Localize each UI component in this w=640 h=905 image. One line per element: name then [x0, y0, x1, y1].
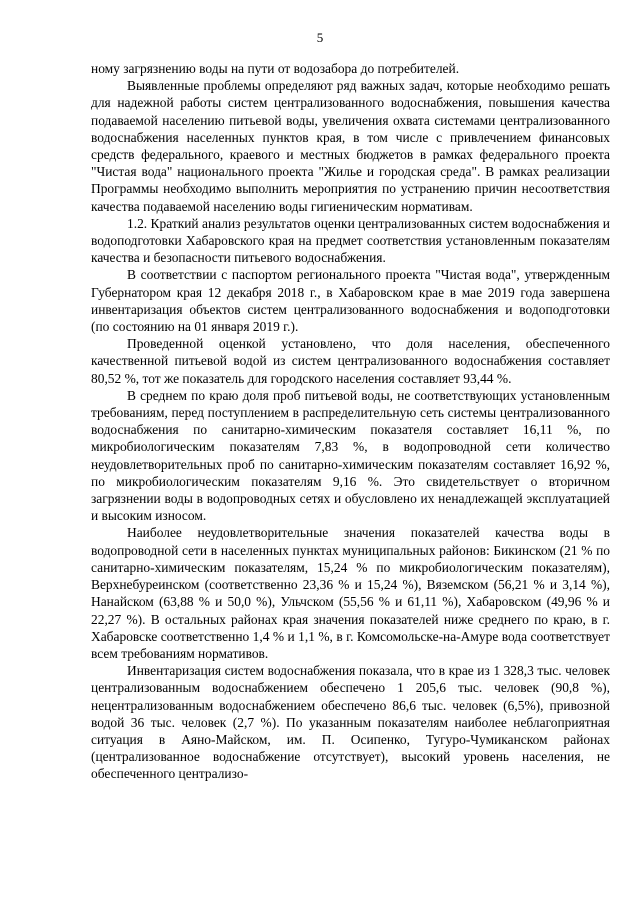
- paragraph-tasks: Выявленные проблемы определяют ряд важных задач, которые необходимо решать для надежной работы систем централизованного водоснабжения, повышения качества подаваемой населению питьевой воды, увеличения охвата системами централизованного водоснабжения населенных пунктов края, в том числе с привлечением финансовых средств федерального, краевого и местных бюджетов в рамках федерального проекта "Чистая вода" национального проекта "Жилье и городская среда". В рамках реализации Программы необходимо выполнить мероприятия по устранению причин несоответствия качества подаваемой населению воды гигиеническим нормативам.: [91, 78, 610, 214]
- paragraph-section-1-2-heading: 1.2. Краткий анализ результатов оценки централизованных систем водоснабжения и водоподготовки Хабаровского края на предмет соответствия установленным показателям качества и безопасности питьевого водоснабжения.: [91, 215, 610, 266]
- paragraph-continuation: ному загрязнению воды на пути от водозабора до потребителей.: [91, 61, 460, 76]
- paragraph-passport: В соответствии с паспортом регионального проекта "Чистая вода", утвержденным Губернатором края 12 декабря 2018 г., в Хабаровском крае в мае 2019 года завершена инвентаризация объектов систем централизованного водоснабжения и водоподготовки (по состоянию на 01 января 2019 г.).: [91, 267, 610, 335]
- paragraph-samples: В среднем по краю доля проб питьевой воды, не соответствующих установленным требованиям, перед поступлением в распределительную сеть системы централизованного водоснабжения по санитарно-химическим показателя составляет 16,11 %, по микробиологическим показателям 7,83 %, в водопроводной сети количество неудовлетворительных проб по санитарно-химическим показателям составляет 16,92 %, по микробиологическим показателям 9,16 %. Это свидетельствует о вторичном загрязнении воды в водопроводных сетях и обусловлено их ненадлежащей эксплуатацией и высоким износом.: [91, 387, 610, 524]
- paragraph-districts: Наиболее неудовлетворительные значения показателей качества воды в водопроводной сети в населенных пунктах муниципальных районов: Бикинском (21 % по санитарно-химическим показателям, 15,24 % по микробиологическим показателям), Верхнебуреинском (соответственно 23,36 % и 15,24 %), Вяземском (56,21 % и 3,14 %), Нанайском (63,88 % и 50,0 %), Ульчском (55,56 % и 61,11 %), Хабаровском (49,96 % и 22,27 %). В остальных районах края значения показателей ниже среднего по краю, в г. Хабаровске соответственно 1,4 % и 1,1 %, в г. Комсомольске-на-Амуре вода соответствует всем требованиям нормативов.: [91, 525, 610, 661]
- body-text: [91, 60, 610, 783]
- page-number: 5: [316, 30, 324, 45]
- paragraph-assessment: Проведенной оценкой установлено, что доля населения, обеспеченного качественной питьевой водой из систем централизованного водоснабжения составляет 80,52 %, тот же показатель для городского населения составляет 93,44 %.: [91, 336, 610, 386]
- paragraph-inventory: Инвентаризация систем водоснабжения показала, что в крае из 1 328,3 тыс. человек централизованным водоснабжением обеспечено 1 205,6 тыс. человек (90,8 %), нецентрализованным водоснабжением обеспечено 86,6 тыс. человек (6,5%), привозной водой 36 тыс. человек (2,7 %). По указанным показателям наиболее неблагоприятная ситуация в Аяно-Майском, им. П. Осипенко, Тугуро-Чумиканском районах (централизованное водоснабжение отсутствует), высокий уровень населения, не обеспеченного централизо-: [91, 663, 610, 782]
